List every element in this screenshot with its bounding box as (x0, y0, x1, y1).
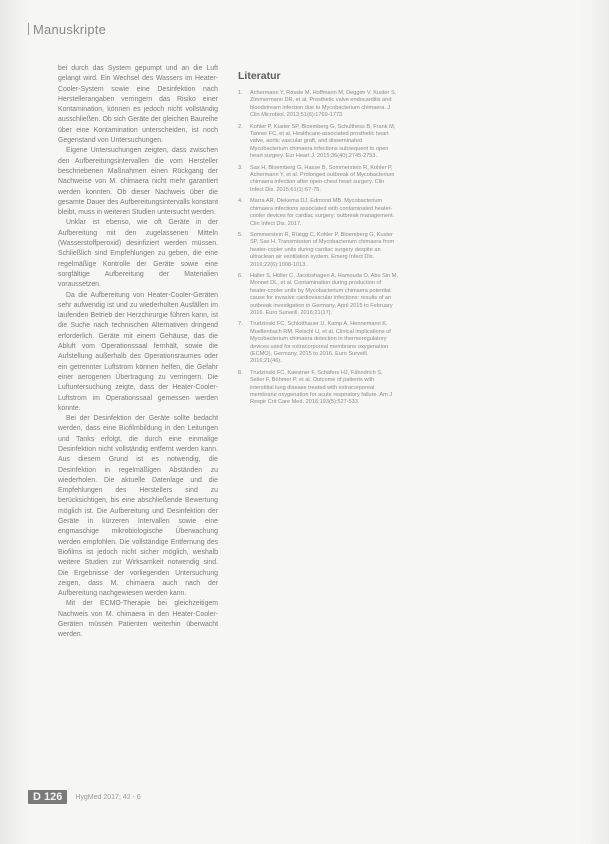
reference-item (238, 273, 398, 317)
reference-text: Kohler P, Kuster SP, Bloemberg G, Schulthess B, Frank M, Tanner FC, et al. Healthcare-associated prosthetic heart valve, aortic vascular graft, and disseminated Mycobacterium chimaera infections subsequent to open heart surgery. Eur Heart J. 2015;36(40):2745-2753. (250, 123, 396, 160)
reference-text: Marra AR, Diekema DJ, Edmond MB. Mycobacterium chimaera infections associated with contaminated heater-cooler devices for cardiac surgery: outbreak management. Clin Infect Dis. 2017. (250, 198, 395, 227)
reference-number: 6. (238, 272, 243, 279)
reference-text: Trudzinski FC, Schlotthauer U, Kamp A, Hennemann K, Muellenbach RM, Reischl U, et al. Clinical implications of Mycobacterium chimaera detection in thermoregulatory devices used for extracorporeal membrane oxygenation (ECMO), Germany, 2015 to 2016. Euro Surveill. 2016;21(46). (250, 321, 391, 365)
header-divider (28, 23, 29, 35)
reference-text: Achermann Y, Rössle M, Hoffmann M, Deggim V, Kuster S, Zimmermann DR, et al. Prosthetic valve endocarditis and bloodstream infection due to Mycobacterium chimaera. J Clin Microbiol. 2013;51(6):1769-1773. (250, 90, 397, 119)
reference-text: Sax H, Bloemberg G, Hasse B, Sommerstein R, Kohler P, Achermann Y, et al. Prolonged outbreak of Mycobacterium chimaera infection after open-chest heart surgery. Clin Infect Dis. 2015;61(1):67-75. (250, 164, 395, 193)
literature-heading: Literatur (238, 70, 281, 82)
body-paragraph: Da die Aufbereitung von Heater-Cooler-Geräten sehr aufwendig ist und zu wiederholten Ausfällen im laufenden Betrieb der Herzchirurgie führen kann, ist die Suche nach technischen Alternativen dringend erforderlich. Geräte mit einem Gehäuse, das die Abluft vom Operationssaal fernhält, sowie die Aufstellung außerhalb des Operationsraumes oder ein getrennter Luftstrom können helfen, die Gefahr einer aerogenen Übertragung zu verringern. Die Luftuntersuchung zeigte, dass der Heater-Cooler-Luftstrom im Operationssaal gemessen werden konnte. (58, 291, 218, 412)
reference-text: Trudzinski FC, Kaestner F, Schäfers HJ, Fähndrich S, Seiler F, Böhmer P, et al. Outcome of patients with interstitial lung disease treated with extracorporeal membrane oxygenation for acute respiratory failure. Am J Respir Crit Care Med. 2016;193(5):527-533. (250, 369, 393, 406)
body-paragraph: Unklar ist ebenso, wie oft Geräte in der Aufbereitung mit den zugelassenen Mitteln (Wasserstoffperoxid) desinfiziert werden müssen. Schließlich sind Empfehlungen zu geben, die eine regelmäßige Kontrolle der Geräte sowie eine sorgfältige Aufbereitung der Materialien voraussetzen. (58, 219, 218, 289)
section-header (28, 22, 106, 37)
body-text-column (58, 64, 218, 804)
reference-number: 1. (238, 90, 243, 96)
reference-number: 7. (238, 321, 243, 328)
page-footer (28, 790, 141, 804)
reference-item (238, 321, 398, 365)
reference-list (238, 90, 398, 407)
section-title: Manuskripte (33, 22, 107, 37)
body-paragraph: Mit der ECMO-Therapie bei gleichzeitigem Nachweis von M. chimaera in den Heater-Cooler-Geräten müssen Patienten weiterhin überwacht werden. (58, 600, 218, 639)
reference-item (238, 232, 398, 269)
reference-item (238, 165, 398, 195)
journal-citation: HygMed 2017; 42 - 6 (75, 793, 141, 801)
reference-text: Haller S, Höller C, Jacobshagen A, Hamouda O, Abu Sin M, Monnet DL, et al. Contamination during production of heater-cooler units by Mycobacterium chimaera potential cause for invasive cardiovascular infections: results of an outbreak investigation in Germany, April 2015 to February 2016. Euro Surveill. 2016;21(17). (250, 272, 398, 316)
reference-item (238, 124, 398, 161)
body-paragraph: Bei der Desinfektion der Geräte sollte bedacht werden, dass eine Biofilmbildung in den Leitungen und Tanks erfolgt, die durch eine einmalige Desinfektion nicht vollständig entfernt werden kann. Aus diesem Grund ist es notwendig, die Desinfektion in regelmäßigen Abständen zu wiederholen. Die aktuelle Datenlage und die Empfehlungen des Herstellers sind zu berücksichtigen, bis eine abschließende Bewertung möglich ist. Die Aufbereitung und Desinfektion der Geräte in kürzeren Intervallen sowie eine engmaschige mikrobiologische Überwachung werden empfohlen. Die vollständige Entfernung des Biofilms ist jedoch nicht sicher möglich, weshalb weitere Studien zur Wirksamkeit notwendig sind. Die Ergebnisse der vorliegenden Untersuchung zeigen, dass M. chimaera auch nach der Aufbereitung nachgewiesen werden kann. (58, 415, 218, 598)
reference-number: 5. (238, 231, 243, 238)
reference-item (238, 370, 398, 407)
literature-column (238, 64, 398, 411)
body-paragraph: Eigene Untersuchungen zeigten, dass zwischen den Aufbereitungsintervallen die vom Hersteller beschriebenen Maßnahmen einen Rückgang der Nachweise von M. chimaera nicht mehr garantiert werden konnten. Ob dieser Nachweis über die gesamte Dauer des Aufbereitungsintervalls konstant bleibt, muss in weiteren Studien untersucht werden. (58, 147, 218, 217)
reference-number: 8. (238, 369, 243, 376)
reference-item (238, 90, 398, 120)
reference-text: Sommerstein R, Rüegg C, Kohler P, Bloemberg G, Kuster SP, Sax H. Transmission of Mycobacterium chimaera from heater-cooler units during cardiac surgery despite an ultraclean air ventilation system. Emerg Infect Dis. 2016;22(6):1008-1013. (250, 231, 395, 268)
reference-number: 3. (238, 164, 243, 171)
reference-number: 2. (238, 123, 243, 130)
page-number: D 126 (28, 790, 67, 804)
body-paragraph: bei durch das System gepumpt und an die Luft gelangt wird. Ein Wechsel des Wassers im Heater-Cooler-System sowie eine Desinfektion nach Herstellerangaben verringern das Risiko einer Kontamination, können es jedoch nicht vollständig ausschließen. Ob sich Geräte der gleichen Baureihe über eine Kontamination unterscheiden, ist noch Gegenstand von Untersuchungen. (58, 65, 218, 145)
reference-number: 4. (238, 198, 243, 205)
reference-item (238, 198, 398, 228)
